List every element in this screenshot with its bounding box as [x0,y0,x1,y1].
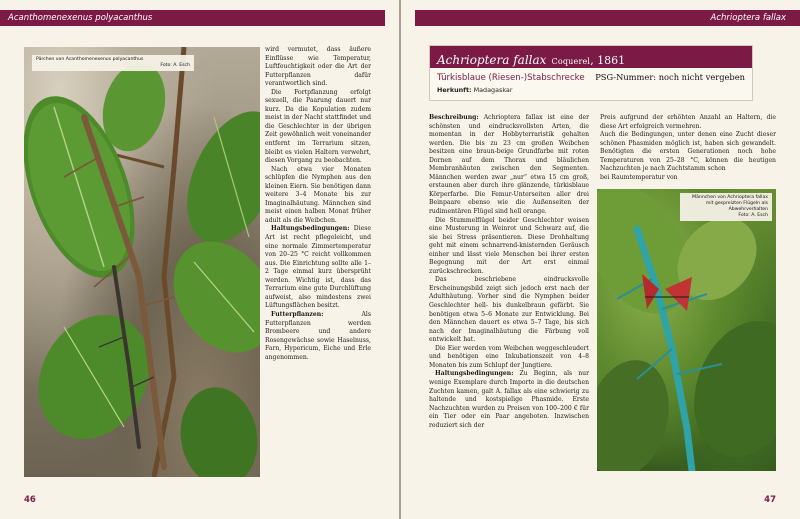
origin-value: Madagaskar [471,86,513,94]
species-author: Coquerel [551,57,591,66]
paragraph [429,345,589,371]
left-page [0,0,399,519]
page-number-left: 46 [24,495,36,505]
caption-text: Pärchen von Acanthomenexenus polyacanthus [36,57,144,62]
paragraph [265,166,371,226]
paragraph-text: Als Futterpflanzen werden Brombeere und andere Rosengewächse sowie Haselnuss, Farn, Hypericum, Eiche und Erle angenommen. [265,310,371,361]
paragraph-text: Nach etwa vier Monaten schlüpfen die Nymphen aus den kleinen Eiern. Sie benötigen dann weitere 3–4 Monate bis zur Imaginalhäutung. Männchen sind meist einen halben Monat früher adult als die Weibchen. [265,165,371,224]
paragraph-text: Achrioptera fallax ist eine der schönsten und eindrucksvollsten Arten, die momentan in der Hobbyterraristik gehalten werden. Die bis zu 23 cm großen Weibchen besitzen eine braun-beige Grundfarbe mit roten Dornen auf dem Thorax und bläulichen Membranhäuten zwischen den Segmenten. Männchen werden zwar „nur“ etwa 15 cm groß, erstaunen aber durch ihre glänzende, türkisblaue Körperfarbe. Die Femur-Unterseiten aller drei Beinpaare ebenso wie die Außenseiten der rudimentären Flügel sind hell orange. [429,114,589,216]
text-column-right-a [429,114,589,430]
species-name: Achrioptera fallax [437,53,547,67]
paragraph-text: Diese Art ist recht pflegeleicht, und eine normale Zimmertemperatur von 20–25 °C reicht vollkommen aus. Die Einrichtung sollte alle 1–2 Tage einmal kurz übersprüht werden. Wichtig ist, dass das Terrarium eine gute Durchlüftung aufweist, also mindestens zwei Lüftungsflächen besitzt. [265,225,371,310]
origin-line [430,83,752,94]
caption-text: Männchen von Achrioptera fallax mit gespreizten Flügeln als Abwehrverhalten [692,195,768,212]
paragraph-text: Zu Beginn, als nur wenige Exemplare durch Importe in die deutschen Zuchten kamen, galt A. fallax als eine schwierig zu haltende und kostspielige Phasmide. Erste Nachzuchten wurden zu Preisen von 100–200 € für ein Tier oder ein Paar angeboten. Inzwischen reduziert sich der [429,370,589,429]
paragraph [429,370,589,430]
paragraph: bei Raumtemperatur von [600,173,678,181]
species-title-bar [430,46,752,68]
photo-male-defensive-posture [597,189,776,471]
paragraph-heading: Haltungsbedingungen: [435,370,514,378]
common-name: Türkisblaue (Riesen-)Stabschrecke [437,73,585,83]
species-header-box [429,45,753,101]
right-page [401,0,800,519]
species-year: , 1861 [590,54,626,67]
paragraph-heading: Beschreibung: [429,114,479,121]
caption-credit: Foto: A. Esch [160,63,190,68]
text-column-left [265,46,371,362]
paragraph-heading: Haltungsbedingungen: [271,225,350,233]
leaves-illustration [24,47,260,477]
caption-credit: Foto: A. Esch [738,213,768,218]
stick-insect-illustration [597,189,776,471]
paragraph-text: Das beschriebene eindrucksvolle Erscheinungsbild zeigt sich jedoch erst nach der Adulthäutung. Vorher sind die Nymphen beider Geschlechter hell- bis dunkelbraun gefärbt. Sie benötigen etwa 5–6 Monate zur Entwicklung. Bei den Männchen dauert es etwa 5–7 Tage, bis sich nach der Imaginalhäutung die Färbung voll entwickelt hat. [429,276,589,344]
paragraph [429,217,589,277]
page-number-right: 47 [764,495,776,505]
paragraph-heading: Futterpflanzen: [271,310,324,318]
paragraph-text: Die Stummelflügel beider Geschlechter weisen eine Musterung in Weinrot und Schwarz auf, die sie bei Stress präsentieren. Diese Drohhaltung geht mit einem schnarrend-knisternden Geräusch einher und lässt viele Menschen bei ihrer ersten Begegnung mit der Art erst einmal zurückschrecken. [429,216,589,275]
paragraph-text: Die Eier werden vom Weibchen weggeschleudert und benötigen eine Inkubationszeit von 4–8 Monaten bis zum Schlupf der Jungtiere. [429,344,589,369]
paragraph: Preis aufgrund der erhöhten Anzahl an Haltern, die diese Art erfolgreich vermehren. [600,114,776,130]
paragraph [265,89,371,166]
psg-number: PSG-Nummer: noch nicht vergeben [595,72,745,82]
text-column-right-b [600,114,776,182]
paragraph [265,311,371,362]
running-head-left: Acanthomenexenus polyacanthus [0,10,385,26]
paragraph: Auch die Bedingungen, unter denen eine Zucht dieser schönen Phasmiden möglich ist, haben sich gewandelt. Benötigten die ersten Generationen noch hohe Temperaturen von 25–28 °C, können die heutigen Nachzuchten je nach Zuchtstamm schon [600,131,776,173]
origin-label: Herkunft: [437,86,472,94]
paragraph [265,46,371,89]
paragraph-text: wird vermutet, dass äußere Einflüsse wie Temperatur, Luftfeuchtigkeit oder die Art der Futterpflanzen dafür verantwortlich sind. [265,46,371,88]
photo-caption-left [32,55,194,71]
paragraph [429,276,589,344]
species-subheader [430,68,752,83]
paragraph-text: Die Fortpflanzung erfolgt sexuell, die Paarung dauert nur kurz. Da die Kopulation zudem meist in der Nacht stattfindet und die Geschlechter in der übrigen Zeit gewöhnlich weit voneinander entfernt im Terrarium sitzen, bleibt es vielen Haltern verwehrt, diesen Vorgang zu beobachten. [265,88,371,165]
paragraph [265,225,371,310]
photo-pair-stick-insects [24,47,260,477]
paragraph [429,114,589,217]
photo-caption-right [680,193,772,221]
running-head-right: Achrioptera fallax [415,10,800,26]
